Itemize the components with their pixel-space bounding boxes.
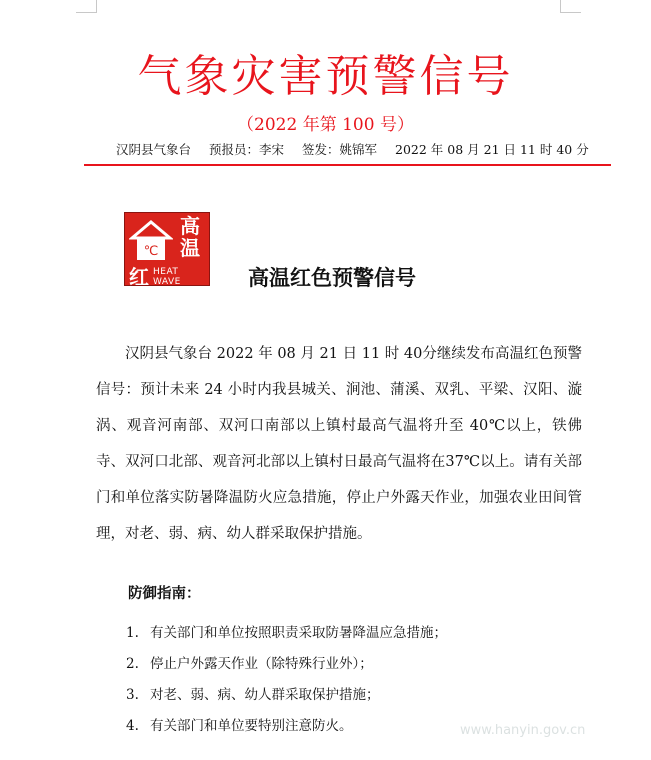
page-corner-mark-right	[560, 0, 581, 13]
guide-item: 3. 对老、弱、病、幼人群采取保护措施；	[126, 687, 380, 703]
icon-glyph-high: 高	[180, 214, 200, 238]
guide-item: 2. 停止户外露天作业（除特殊行业外）；	[126, 656, 373, 672]
svg-text:℃: ℃	[143, 244, 159, 259]
meta-station: 汉阴县气象台	[116, 142, 192, 157]
guide-heading: 防御指南：	[128, 585, 201, 602]
signal-title: 高温红色预警信号	[248, 266, 416, 290]
website-watermark: www.hanyin.gov.cn	[460, 723, 586, 738]
heat-wave-red-signal-icon	[124, 212, 210, 289]
guide-item: 4. 有关部门和单位要特别注意防火。	[126, 718, 353, 734]
meta-forecaster: 预报员：李宋	[209, 142, 285, 157]
header-divider	[84, 164, 611, 166]
icon-glyph-temp: 温	[180, 236, 200, 260]
issue-number: （2022 年第 100 号）	[237, 115, 414, 135]
icon-heat-wave-label: HEAT WAVE	[153, 267, 181, 287]
guide-item: 1. 有关部门和单位按照职责采取防暑降温应急措施；	[126, 625, 447, 641]
guide-list	[126, 618, 447, 742]
document-title: 气象灾害预警信号	[137, 51, 514, 102]
icon-glyph-red: 红	[129, 265, 149, 289]
document-meta	[116, 140, 603, 158]
house-thermometer-icon	[129, 219, 173, 263]
page-corner-mark-left	[76, 0, 97, 13]
meta-signer: 签发：姚锦军	[302, 142, 378, 157]
meta-datetime: 2022 年 08 月 21 日 11 时 40 分	[395, 142, 589, 157]
warning-body-paragraph: 汉阴县气象台 2022 年 08 月 21 日 11 时 40分继续发布高温红色预警信号：预计未来 24 小时内我县城关、涧池、蒲溪、双乳、平梁、汉阳、漩涡、观音河南部、双河口南部以上镇村最高气温将升至 40℃以上，铁佛寺、双河口北部、观音河北部以上镇村日最高气温将在37℃以上。请有关部门和单位落实防暑降温防火应急措施，停止户外露天作业，加强农业田间管理，对老、弱、病、幼人群采取保护措施。	[96, 346, 582, 542]
